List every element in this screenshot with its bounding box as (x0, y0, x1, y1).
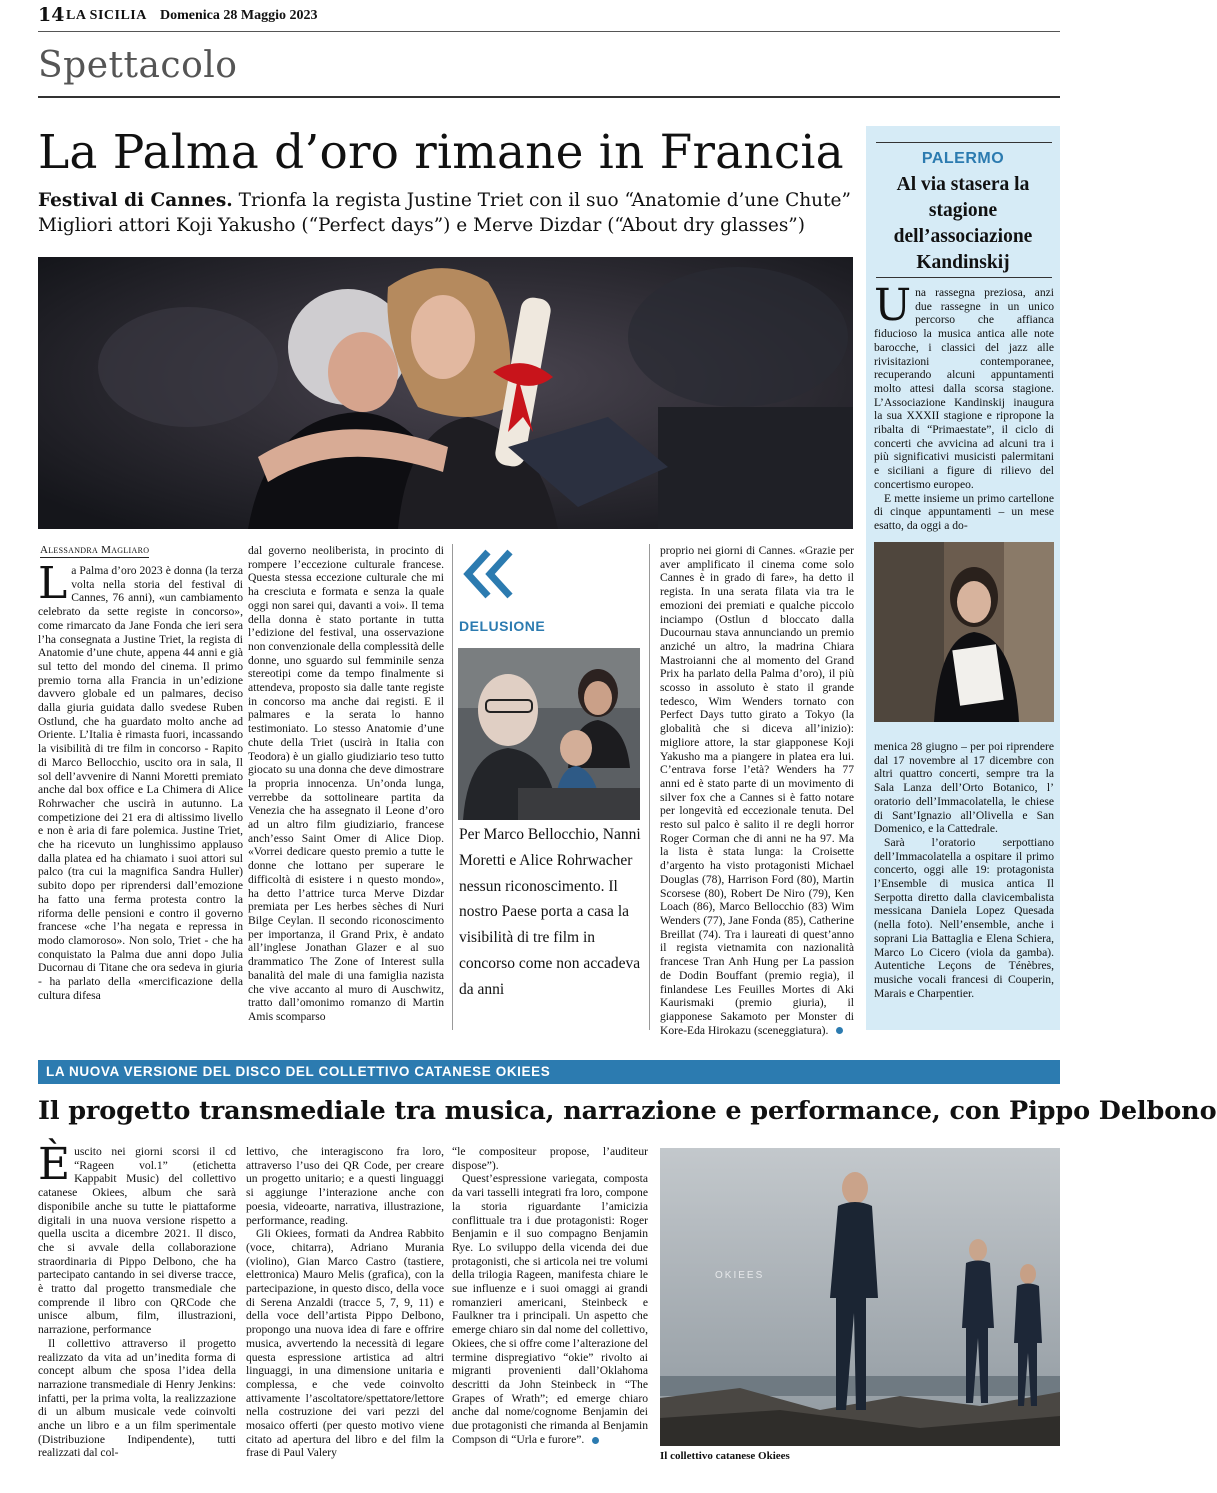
quote-mark-icon (458, 546, 520, 602)
column-text: Gli Okiees, formati da Andrea Rabbito (voce, chitarra), Adriano Murania (violino), Gian Marco Castro (tastiere, elettronica) Mauro Melis (grafica), con la partecipazione, in questo disco, della voce di Serena Anzaldi (tracce 5, 7, 9, 11) e della voce dell’artista Pippo Delbono, propongo una nuova idea di fare e offrire musica, avvertendo la necessità di legare questa espressione artistica ad altri linguaggi, in una dimensione unitaria e complessa, e che vede coinvolto attivamente l’ascoltatore/spettatore/lettore nella costruzione dei vari pezzi del mosaico offerti (per questo motivo viene citato ad apertura del libro e del film la frase di Paul Valery (246, 1227, 444, 1460)
column-text: proprio nei giorni di Cannes. «Grazie per aver amplificato il cinema come solo Cannes è in grado di fare», ha detto il regista. In una serata filata via tra le emozioni dei premiati e qualche piccolo inciampo (Ostlun d bloccato dalla Ducournau stava annunciando un premio anziché un altro, la madrina Chiara Mastroianni che al momento del Grand Prix ha parlato della Palma d’oro), il più scosso in assoluto è stato il grande tedesco, Wim Wenders tornato con Perfect Days tutto girato a Tokyo (la globalità che si diceva all’inizio): migliore attore, la star giapponese Koji Yakusho ma a piangere in platea era lui. C’entrava forse l’età? Wenders ha 77 anni ed è stato parte di un movimento di silver fox che a Cannes si è fatto notare per longevità ed eccezionale tenuta. Del resto sul palco è salito il re degli horror Roger Corman che di anni ne ha 97. Ma la lista è stata lunga: la Croisette d’argento ha visto protagonisti Michael Douglas (78), Harrison Ford (80), Martin Scorsese (80), Robert De Niro (79), Ken Loach (86), Marco Bellocchio (83) Wim Wenders (77), Jane Fonda (85), Catherine Breillat (74). Tra i laureati di quest’anno il regista vietnamita con nazionalità francese Tran Anh Hung per La passion de Dodin Bouffant (premio regia), il finlandese Les Feuilles Mortes di Aki Kaurismaki (premio giuria), il giapponese Sakamoto per Monster di Kore-Eda Hirokazu (sceneggiatura). (660, 544, 854, 1037)
inset-photo (458, 648, 640, 820)
quote-text: Per Marco Bellocchio, Nanni Moretti e Alice Rohrwacher nessun riconoscimento. Il nostro Paese porta a casa la visibilità di tre film in concorso come non accadeva da anni (459, 826, 641, 998)
second-headline: Il progetto transmediale tra musica, narrazione e performance, con Pippo Delbono (38, 1096, 1217, 1126)
dropcap: L (38, 558, 68, 609)
photo-sign: OKIEES (715, 1270, 765, 1281)
subhead-lead: Festival di Cannes. (38, 190, 233, 211)
sidebar-photo (874, 542, 1054, 722)
subhead-line1: Trionfa la regista Justine Triet con il suo “Anatomie d’une Chute” (232, 190, 851, 211)
sidebar-text (874, 740, 1054, 1000)
sidebar-text (874, 280, 1054, 533)
column-text: Quest’espressione variegata, composta da vari tasselli integrati fra loro, compone la storia riguardante l’amicizia conflittuale tra i due protagonisti: Roger Benjamin e il suo compagno Benjamin Rye. Lo sviluppo della vicenda dei due protagonisti, che si articola nei tre volumi della trilogia Rageen, manifesta chiare le sue influenze e i suoi omaggi ai grandi romanzieri americani, Steinbeck e Faulkner tra i principali. Un aspetto che emerge chiaro sin dal nome del collettivo, Okiees, che si offre come l’alterazione del termine dispregiativo “okie” rivolto ai migranti provenienti dall’Oklahoma descritti da John Steinbeck in “The Grapes of Wrath”; ed emerge chiaro anche dal nome/cognome Benjamin dei due protagonisti che rimanda al Benjamin Compson di “Urla e furore”. (452, 1172, 648, 1446)
column-text: Il collettivo attraverso il progetto realizzato da vita ad un’inedita forma di concept album che sposa l’idea della narrazione transmediale di Henry Jenkins: infatti, per la prima volta, la realizzazione di un album musicale vede coinvolti anche un libro e a un film sperimentale (Distribuzione Indipendente), tutti realizzati dal col- (38, 1336, 236, 1460)
sidebar-headline: Al via stasera la stagione dell’associazione Kandinskij (893, 174, 1033, 273)
subhead-line2: Migliori attori Koji Yakusho (“Perfect days”) e Merve Dizdar (“About dry glasses”) (38, 215, 805, 236)
main-photo (38, 257, 853, 529)
article2-column-2 (246, 1145, 444, 1460)
article2-column-3 (452, 1145, 648, 1446)
column-text: a Palma d’oro 2023 è donna (la terza volta nella storia del festival di Cannes, 76 anni), «un cambiamento celebrato da sette registe in concorso», come rimarcato da Jane Fonda che ieri sera l’ha consegnata a Justine Triet, la regista di Anatomie d’une chute, appena 44 anni e già sul tetto del mondo del cinema. Il primo premio torna alla Francia in un’edizione davvero globale ed un palmares, deciso dalla giuria guidata dallo svedese Ruben Ostlund, che ha guardato molto anche ad Oriente. L’Italia è rimasta fuori, incassando la visibilità di tre film in concorso - Rapito di Marco Bellocchio, uscito ora in sala, Il sol dell’avvenire di Nanni Moretti premiato anche dal box office e La Chimera di Alice Rohrwacher che uscirà in autunno. La competizione dei 21 era di altissimo livello e non è aria di fare polemica. Justine Triet, che ha ricevuto un lunghissimo applauso dalla platea ed ha chiamato i suoi attori sul palco (tra cui la magnifica Sandra Huller) subito dopo per riprendersi dall’emozione ha fatto una ferma protesta contro la riforma delle pensioni e contro il governo francese «che l’ha negata e repressa in modo clamoroso». Non solo, Triet - che ha conquistato la Palma due anni dopo Julia Ducornau di Titane che ora sedeva in giuria - ha parlato della «mercificazione della cultura difesa (38, 564, 243, 1002)
end-mark-icon (592, 1437, 599, 1444)
article2-column-1 (38, 1139, 236, 1460)
column-text-wrap (452, 1172, 648, 1446)
sidebar-paragraph: menica 28 giugno – per poi riprendere dal 17 novembre al 17 dicembre con altri quattro concerti, sempre tra la Sala Lanza dell’Orto Botanico, l’ oratorio dell’Immacolatella, le chiese di Sant’Ignazio all’Olivella e San Domenico, e la Cattedrale. (874, 740, 1054, 836)
sidebar-rule (876, 277, 1052, 278)
column-text: “le compositeur propose, l’auditeur dispose”). (452, 1145, 648, 1172)
okiees-photo (660, 1148, 1060, 1446)
paper-name: LA SICILIA (66, 8, 147, 23)
main-photo-illustration (38, 257, 853, 529)
column-text: uscito nei giorni scorsi il cd “Rageen vol.1” (etichetta Kappabit Music) del collettivo catanese Okiees, album che sarà disponibile anche su tutte le piattaforme digitali in una nuova versione rispetto a quella uscita a dicembre 2021. Il disco, che si avvale della collaborazione straordinaria di Pippo Delbono, che ha partecipato cantando in sei diverse tracce, è tratto dal progetto transmediale che comprende il libro con QRCode che unisce album, film, illustrazioni, narrazione, performance (38, 1145, 236, 1337)
article-column-4 (660, 544, 854, 1037)
dropcap: U (874, 280, 912, 331)
section-rule (38, 96, 1060, 98)
quote-label: DELUSIONE (459, 618, 546, 634)
main-headline: La Palma d’oro rimane in Francia (38, 125, 844, 180)
article-column-1 (38, 558, 243, 1003)
byline: Alessandra Magliaro (40, 544, 150, 556)
column-text: dal governo neoliberista, in procinto di rompere l’eccezione culturale francese. Questa stessa eccezione culturale che mi ha cresciuta e formata e senza la quale oggi non sarei qui, davanti a voi». Il tema della donna è stato portante in tutta l’edizione del festival, una osservazione non convenzionale della complessità delle donne, uno sguardo sul femminile senza stereotipi come da tempo finalmente si attendeva, proposto sia dalle tante registe in concorso ma anche dai registi. E il palmares e la serata lo hanno testimoniato. Lo stesso Anatomie d’une chute della Triet (uscirà in Italia con Teodora) è un giallo giudiziario teso tutto giocato su una donna che deve dimostrare la propria innocenza. Un’onda lunga, verrebbe da sottolineare partita da Venezia che ha assegnato il Leone d’oro ad un altro film giudiziario, francese anch’esso Saint Omer di Alice Diop. «Vorrei dedicare questo premio a tutte le donne che lottano per superare le difficoltà di esistere i n questo mondo», ha detto l’attrice turca Merve Dizdar premiata per Les herbes sèches di Nuri Bilge Ceylan. Il secondo riconoscimento per importanza, il Grand Prix, è andato all’inglese Jonathan Glazer e al suo drammatico The Zone of Interest sulla banalità del male di una famiglia nazista che vive accanto al muro di Auschwitz, tratto dall’omonimo romanzo di Martin Amis scomparso (248, 544, 444, 1023)
issue-date: Domenica 28 Maggio 2023 (160, 8, 318, 23)
article-column-2 (248, 544, 444, 1024)
page-number: 14 (38, 4, 65, 26)
sidebar-paragraph: na rassegna preziosa, anzi due rassegne in un unico percorso che affianca fiducioso la musica antica alle note barocche, i classici del jazz alle rivisitazioni contemporanee, recuperando alcuni appuntamenti molto attesi dalla scorsa stagione. L’Associazione Kandinskij inaugura la sua XXXII stagione e ripropone la ribalta di “Primaestate”, il ciclo di concerti che avvicina ad alcuni tra i più significativi musicisti palermitani e siciliani a figure di rilievo del concertismo europeo. (874, 286, 1054, 491)
dropcap: È (38, 1139, 71, 1190)
sidebar-paragraph: E mette insieme un primo cartellone di cinque appuntamenti – un mese esatto, da oggi a do- (874, 491, 1054, 532)
sidebar-rule (876, 142, 1052, 143)
photo-caption: Il collettivo catanese Okiees (660, 1450, 790, 1462)
end-mark-icon (836, 1027, 843, 1034)
main-subhead (38, 188, 858, 238)
sidebar-kicker: PALERMO (921, 150, 1005, 167)
section-title: Spettacolo (38, 45, 238, 86)
kicker-band-text: LA NUOVA VERSIONE DEL DISCO DEL COLLETTIVO CATANESE OKIEES (46, 1064, 551, 1079)
column-text: lettivo, che interagiscono fra loro, attraverso l’uso dei QR Code, per creare un progetto unitario; e a questi linguaggi si aggiunge l’interazione anche con poesia, videoarte, narrativa, illustrazione, performance, reading. (246, 1145, 444, 1227)
sidebar-paragraph: Sarà l’oratorio serpottiano dell’Immacolatella a ospitare il primo concerto, oggi alle 19: protagonista l’Ensemble di musica antica Il Serpotta diretto dalla clavicembalista messicana Daniela Lopez Quesada (nella foto). Nell’ensemble, anche i soprani Lia Battaglia e Elena Schiera, Marco Lo Cicero (viola da gamba). Autentiche Leçons de Ténèbres, musiche vocali francesi di Couperin, Marais e Charpentier. (874, 835, 1054, 1000)
